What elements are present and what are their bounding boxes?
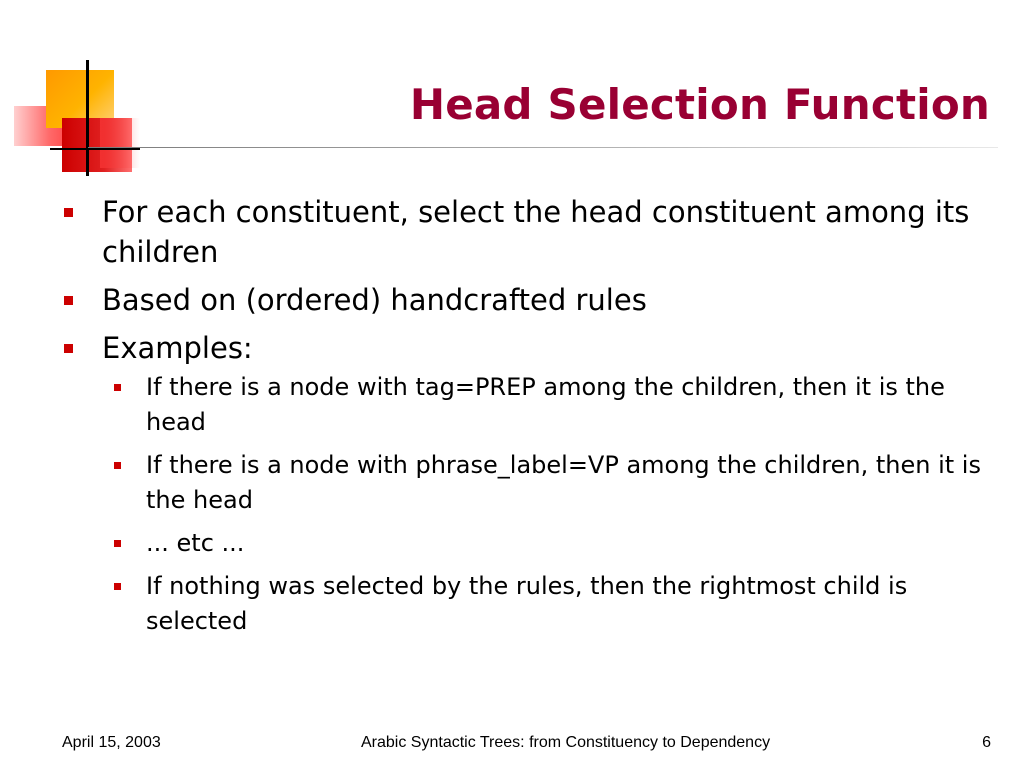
slide-title: Head Selection Function	[409, 80, 990, 129]
sub-bullet-text: If nothing was selected by the rules, then the rightmost child is selected	[146, 572, 908, 635]
square-bullet-icon	[114, 462, 121, 469]
logo-fade-square	[100, 118, 140, 168]
sub-bullet-item	[110, 448, 998, 518]
square-bullet-icon	[64, 296, 73, 305]
sub-bullet-item	[110, 569, 998, 639]
sub-bullet-text: If there is a node with phrase_label=VP among the children, then it is the head	[146, 451, 981, 514]
sub-bullet-item	[110, 370, 998, 440]
logo-horizontal-line	[50, 148, 140, 150]
sub-bullet-text: ... etc ...	[146, 529, 245, 557]
footer-title: Arabic Syntactic Trees: from Constituency to Dependency	[361, 734, 771, 751]
square-bullet-icon	[114, 540, 121, 547]
square-bullet-icon	[114, 583, 121, 590]
sub-bullet-text: If there is a node with tag=PREP among the children, then it is the head	[146, 373, 945, 436]
square-bullet-icon	[64, 208, 73, 217]
bullet-text: Examples:	[102, 331, 253, 365]
square-bullet-icon	[64, 344, 73, 353]
logo-vertical-line	[86, 60, 89, 176]
footer-date: April 15, 2003	[62, 734, 161, 751]
sub-bullet-item	[110, 526, 998, 561]
bullet-item	[62, 280, 998, 320]
slide-logo-decoration	[0, 0, 160, 180]
title-separator	[88, 147, 998, 148]
bullet-text: For each constituent, select the head constituent among its children	[102, 195, 970, 269]
bullet-item	[62, 328, 998, 368]
square-bullet-icon	[114, 384, 121, 391]
slide-content	[62, 192, 998, 647]
slide-number: 6	[982, 734, 991, 751]
bullet-text: Based on (ordered) handcrafted rules	[102, 283, 647, 317]
bullet-item	[62, 192, 998, 272]
